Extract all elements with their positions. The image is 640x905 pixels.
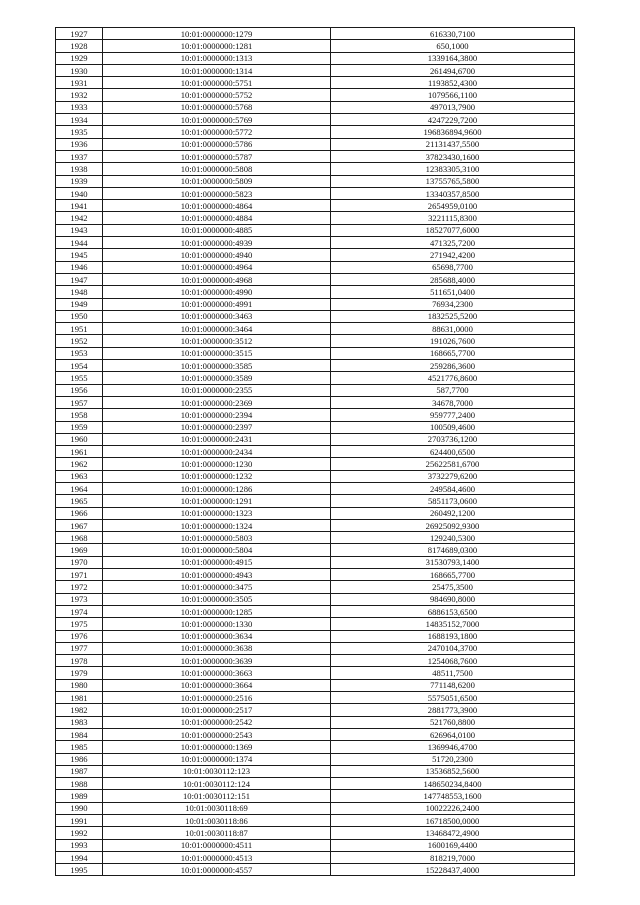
row-number-cell: 1981: [56, 692, 103, 704]
row-number-cell: 1933: [56, 101, 103, 113]
cadastral-number-cell: 10:01:0000000:2369: [103, 396, 331, 408]
row-number-cell: 1967: [56, 519, 103, 531]
cadastral-number-cell: 10:01:0000000:4968: [103, 273, 331, 285]
table-row: [56, 802, 575, 814]
area-value-cell: 1193852,4300: [331, 77, 575, 89]
row-number-cell: 1947: [56, 273, 103, 285]
row-number-cell: 1964: [56, 482, 103, 494]
row-number-cell: 1939: [56, 175, 103, 187]
area-value-cell: 16718500,0000: [331, 815, 575, 827]
table-row: [56, 642, 575, 654]
cadastral-number-cell: 10:01:0000000:1232: [103, 470, 331, 482]
table-row: [56, 212, 575, 224]
area-value-cell: 2654959,0100: [331, 200, 575, 212]
area-value-cell: 168665,7700: [331, 347, 575, 359]
area-value-cell: 260492,1200: [331, 507, 575, 519]
area-value-cell: 14835152,7000: [331, 618, 575, 630]
table-row: [56, 114, 575, 126]
cadastral-number-cell: 10:01:0000000:5768: [103, 101, 331, 113]
area-value-cell: 148650234,8400: [331, 778, 575, 790]
area-value-cell: 76934,2300: [331, 298, 575, 310]
row-number-cell: 1958: [56, 409, 103, 421]
area-value-cell: 2703736,1200: [331, 433, 575, 445]
row-number-cell: 1994: [56, 851, 103, 863]
cadastral-number-cell: 10:01:0000000:3664: [103, 679, 331, 691]
cadastral-number-cell: 10:01:0000000:2394: [103, 409, 331, 421]
table-row: [56, 667, 575, 679]
area-value-cell: 31530793,1400: [331, 556, 575, 568]
area-value-cell: 1600169,4400: [331, 839, 575, 851]
cadastral-number-cell: 10:01:0000000:2542: [103, 716, 331, 728]
row-number-cell: 1935: [56, 126, 103, 138]
table-row: [56, 200, 575, 212]
table-row: [56, 372, 575, 384]
table-row: [56, 679, 575, 691]
row-number-cell: 1962: [56, 458, 103, 470]
row-number-cell: 1992: [56, 827, 103, 839]
row-number-cell: 1976: [56, 630, 103, 642]
row-number-cell: 1956: [56, 384, 103, 396]
cadastral-number-cell: 10:01:0000000:1330: [103, 618, 331, 630]
cadastral-number-cell: 10:01:0030112:124: [103, 778, 331, 790]
area-value-cell: 12383305,3100: [331, 163, 575, 175]
table-row: [56, 569, 575, 581]
area-value-cell: 51720,2300: [331, 753, 575, 765]
table-row: [56, 433, 575, 445]
cadastral-number-cell: 10:01:0000000:5787: [103, 150, 331, 162]
table-row: [56, 716, 575, 728]
table-row: [56, 556, 575, 568]
cadastral-number-cell: 10:01:0000000:3505: [103, 593, 331, 605]
row-number-cell: 1979: [56, 667, 103, 679]
area-value-cell: 771148,6200: [331, 679, 575, 691]
cadastral-number-cell: 10:01:0000000:3638: [103, 642, 331, 654]
area-value-cell: 650,1000: [331, 40, 575, 52]
cadastral-number-cell: 10:01:0000000:1314: [103, 64, 331, 76]
table-row: [56, 851, 575, 863]
cadastral-table: [55, 27, 575, 876]
area-value-cell: 2470104,3700: [331, 642, 575, 654]
row-number-cell: 1984: [56, 728, 103, 740]
table-row: [56, 581, 575, 593]
cadastral-number-cell: 10:01:0000000:5803: [103, 532, 331, 544]
cadastral-number-cell: 10:01:0000000:1324: [103, 519, 331, 531]
area-value-cell: 21131437,5500: [331, 138, 575, 150]
cadastral-number-cell: 10:01:0000000:5769: [103, 114, 331, 126]
row-number-cell: 1973: [56, 593, 103, 605]
table-row: [56, 396, 575, 408]
row-number-cell: 1995: [56, 864, 103, 876]
table-row: [56, 323, 575, 335]
area-value-cell: 1688193,1800: [331, 630, 575, 642]
cadastral-number-cell: 10:01:0000000:4557: [103, 864, 331, 876]
table-row: [56, 470, 575, 482]
cadastral-number-cell: 10:01:0000000:4939: [103, 237, 331, 249]
row-number-cell: 1940: [56, 187, 103, 199]
cadastral-number-cell: 10:01:0000000:1291: [103, 495, 331, 507]
row-number-cell: 1969: [56, 544, 103, 556]
row-number-cell: 1944: [56, 237, 103, 249]
table-row: [56, 446, 575, 458]
cadastral-number-cell: 10:01:0000000:5751: [103, 77, 331, 89]
area-value-cell: 4247229,7200: [331, 114, 575, 126]
table-row: [56, 163, 575, 175]
row-number-cell: 1965: [56, 495, 103, 507]
area-value-cell: 13536852,5600: [331, 765, 575, 777]
area-value-cell: 587,7700: [331, 384, 575, 396]
table-row: [56, 728, 575, 740]
cadastral-number-cell: 10:01:0000000:3634: [103, 630, 331, 642]
row-number-cell: 1938: [56, 163, 103, 175]
area-value-cell: 48511,7500: [331, 667, 575, 679]
table-row: [56, 77, 575, 89]
cadastral-number-cell: 10:01:0000000:1281: [103, 40, 331, 52]
table-row: [56, 286, 575, 298]
cadastral-number-cell: 10:01:0000000:4991: [103, 298, 331, 310]
cadastral-number-cell: 10:01:0030118:87: [103, 827, 331, 839]
table-row: [56, 778, 575, 790]
table-row: [56, 261, 575, 273]
cadastral-number-cell: 10:01:0000000:4990: [103, 286, 331, 298]
table-row: [56, 249, 575, 261]
row-number-cell: 1946: [56, 261, 103, 273]
table-row: [56, 126, 575, 138]
row-number-cell: 1972: [56, 581, 103, 593]
row-number-cell: 1988: [56, 778, 103, 790]
table-row: [56, 458, 575, 470]
cadastral-number-cell: 10:01:0000000:1279: [103, 28, 331, 40]
row-number-cell: 1986: [56, 753, 103, 765]
row-number-cell: 1974: [56, 605, 103, 617]
cadastral-number-cell: 10:01:0000000:2543: [103, 728, 331, 740]
row-number-cell: 1987: [56, 765, 103, 777]
area-value-cell: 191026,7600: [331, 335, 575, 347]
row-number-cell: 1977: [56, 642, 103, 654]
table-row: [56, 605, 575, 617]
cadastral-number-cell: 10:01:0030118:86: [103, 815, 331, 827]
table-row: [56, 237, 575, 249]
row-number-cell: 1945: [56, 249, 103, 261]
row-number-cell: 1951: [56, 323, 103, 335]
area-value-cell: 13755765,5800: [331, 175, 575, 187]
area-value-cell: 249584,4600: [331, 482, 575, 494]
area-value-cell: 511651,0400: [331, 286, 575, 298]
cadastral-number-cell: 10:01:0000000:4943: [103, 569, 331, 581]
area-value-cell: 6886153,6500: [331, 605, 575, 617]
area-value-cell: 147748553,1600: [331, 790, 575, 802]
area-value-cell: 2881773,3900: [331, 704, 575, 716]
table-row: [56, 310, 575, 322]
table-row: [56, 101, 575, 113]
area-value-cell: 818219,7000: [331, 851, 575, 863]
row-number-cell: 1928: [56, 40, 103, 52]
area-value-cell: 497013,7900: [331, 101, 575, 113]
table-row: [56, 827, 575, 839]
area-value-cell: 626964,0100: [331, 728, 575, 740]
table-row: [56, 89, 575, 101]
table-row: [56, 150, 575, 162]
table-row: [56, 347, 575, 359]
table-row: [56, 532, 575, 544]
area-value-cell: 88631,0000: [331, 323, 575, 335]
table-row: [56, 507, 575, 519]
cadastral-number-cell: 10:01:0030112:151: [103, 790, 331, 802]
row-number-cell: 1983: [56, 716, 103, 728]
row-number-cell: 1963: [56, 470, 103, 482]
table-row: [56, 692, 575, 704]
cadastral-number-cell: 10:01:0000000:4513: [103, 851, 331, 863]
cadastral-number-cell: 10:01:0000000:4940: [103, 249, 331, 261]
area-value-cell: 25622581,6700: [331, 458, 575, 470]
table-row: [56, 52, 575, 64]
table-row: [56, 495, 575, 507]
table-row: [56, 40, 575, 52]
row-number-cell: 1959: [56, 421, 103, 433]
cadastral-number-cell: 10:01:0000000:2397: [103, 421, 331, 433]
area-value-cell: 26925092,9300: [331, 519, 575, 531]
area-value-cell: 259286,3600: [331, 360, 575, 372]
row-number-cell: 1960: [56, 433, 103, 445]
cadastral-number-cell: 10:01:0000000:2517: [103, 704, 331, 716]
row-number-cell: 1990: [56, 802, 103, 814]
area-value-cell: 168665,7700: [331, 569, 575, 581]
cadastral-number-cell: 10:01:0030118:69: [103, 802, 331, 814]
cadastral-number-cell: 10:01:0000000:5786: [103, 138, 331, 150]
cadastral-number-cell: 10:01:0000000:1369: [103, 741, 331, 753]
area-value-cell: 5575051,6500: [331, 692, 575, 704]
cadastral-number-cell: 10:01:0000000:1323: [103, 507, 331, 519]
table-row: [56, 28, 575, 40]
cadastral-number-cell: 10:01:0000000:5804: [103, 544, 331, 556]
area-value-cell: 18527077,6000: [331, 224, 575, 236]
area-value-cell: 4521776,8600: [331, 372, 575, 384]
cadastral-number-cell: 10:01:0000000:3464: [103, 323, 331, 335]
row-number-cell: 1975: [56, 618, 103, 630]
row-number-cell: 1957: [56, 396, 103, 408]
cadastral-number-cell: 10:01:0000000:5823: [103, 187, 331, 199]
cadastral-number-cell: 10:01:0000000:4964: [103, 261, 331, 273]
area-value-cell: 13340357,8500: [331, 187, 575, 199]
row-number-cell: 1954: [56, 360, 103, 372]
cadastral-number-cell: 10:01:0000000:5809: [103, 175, 331, 187]
table-row: [56, 765, 575, 777]
row-number-cell: 1989: [56, 790, 103, 802]
table-row: [56, 273, 575, 285]
area-value-cell: 34678,7000: [331, 396, 575, 408]
row-number-cell: 1931: [56, 77, 103, 89]
table-row: [56, 839, 575, 851]
area-value-cell: 521760,8800: [331, 716, 575, 728]
area-value-cell: 471325,7200: [331, 237, 575, 249]
cadastral-number-cell: 10:01:0030112:123: [103, 765, 331, 777]
cadastral-number-cell: 10:01:0000000:2434: [103, 446, 331, 458]
row-number-cell: 1953: [56, 347, 103, 359]
table-row: [56, 630, 575, 642]
cadastral-number-cell: 10:01:0000000:5752: [103, 89, 331, 101]
cadastral-number-cell: 10:01:0000000:4915: [103, 556, 331, 568]
table-row: [56, 64, 575, 76]
table-row: [56, 409, 575, 421]
row-number-cell: 1932: [56, 89, 103, 101]
table-row: [56, 593, 575, 605]
table-row: [56, 704, 575, 716]
row-number-cell: 1927: [56, 28, 103, 40]
cadastral-number-cell: 10:01:0000000:3589: [103, 372, 331, 384]
row-number-cell: 1982: [56, 704, 103, 716]
area-value-cell: 8174689,0300: [331, 544, 575, 556]
row-number-cell: 1955: [56, 372, 103, 384]
area-value-cell: 100509,4600: [331, 421, 575, 433]
table-row: [56, 482, 575, 494]
cadastral-number-cell: 10:01:0000000:1313: [103, 52, 331, 64]
table-row: [56, 224, 575, 236]
area-value-cell: 65698,7700: [331, 261, 575, 273]
area-value-cell: 3732279,6200: [331, 470, 575, 482]
table-row: [56, 175, 575, 187]
cadastral-number-cell: 10:01:0000000:3663: [103, 667, 331, 679]
area-value-cell: 37823430,1600: [331, 150, 575, 162]
area-value-cell: 285688,4000: [331, 273, 575, 285]
row-number-cell: 1949: [56, 298, 103, 310]
row-number-cell: 1952: [56, 335, 103, 347]
table-row: [56, 815, 575, 827]
row-number-cell: 1968: [56, 532, 103, 544]
cadastral-number-cell: 10:01:0000000:2516: [103, 692, 331, 704]
area-value-cell: 261494,6700: [331, 64, 575, 76]
area-value-cell: 271942,4200: [331, 249, 575, 261]
row-number-cell: 1937: [56, 150, 103, 162]
cadastral-number-cell: 10:01:0000000:3515: [103, 347, 331, 359]
cadastral-number-cell: 10:01:0000000:5808: [103, 163, 331, 175]
area-value-cell: 196836894,9600: [331, 126, 575, 138]
table-body: [56, 28, 575, 876]
table-row: [56, 335, 575, 347]
row-number-cell: 1934: [56, 114, 103, 126]
row-number-cell: 1943: [56, 224, 103, 236]
area-value-cell: 616330,7100: [331, 28, 575, 40]
table-row: [56, 790, 575, 802]
cadastral-number-cell: 10:01:0000000:4885: [103, 224, 331, 236]
table-row: [56, 655, 575, 667]
area-value-cell: 3221115,8300: [331, 212, 575, 224]
area-value-cell: 959777,2400: [331, 409, 575, 421]
row-number-cell: 1993: [56, 839, 103, 851]
cadastral-number-cell: 10:01:0000000:3585: [103, 360, 331, 372]
cadastral-number-cell: 10:01:0000000:4884: [103, 212, 331, 224]
cadastral-number-cell: 10:01:0000000:3512: [103, 335, 331, 347]
table-row: [56, 298, 575, 310]
area-value-cell: 1369946,4700: [331, 741, 575, 753]
row-number-cell: 1970: [56, 556, 103, 568]
area-value-cell: 129240,5300: [331, 532, 575, 544]
row-number-cell: 1929: [56, 52, 103, 64]
row-number-cell: 1978: [56, 655, 103, 667]
row-number-cell: 1948: [56, 286, 103, 298]
area-value-cell: 1079566,1100: [331, 89, 575, 101]
cadastral-number-cell: 10:01:0000000:1374: [103, 753, 331, 765]
table-row: [56, 519, 575, 531]
cadastral-number-cell: 10:01:0000000:4511: [103, 839, 331, 851]
row-number-cell: 1942: [56, 212, 103, 224]
area-value-cell: 10022226,2400: [331, 802, 575, 814]
table-row: [56, 187, 575, 199]
area-value-cell: 13468472,4900: [331, 827, 575, 839]
cadastral-number-cell: 10:01:0000000:2431: [103, 433, 331, 445]
area-value-cell: 15228437,4000: [331, 864, 575, 876]
area-value-cell: 5851173,0600: [331, 495, 575, 507]
row-number-cell: 1966: [56, 507, 103, 519]
row-number-cell: 1936: [56, 138, 103, 150]
row-number-cell: 1961: [56, 446, 103, 458]
row-number-cell: 1980: [56, 679, 103, 691]
table-row: [56, 864, 575, 876]
cadastral-number-cell: 10:01:0000000:5772: [103, 126, 331, 138]
row-number-cell: 1971: [56, 569, 103, 581]
area-value-cell: 624400,6500: [331, 446, 575, 458]
row-number-cell: 1950: [56, 310, 103, 322]
cadastral-number-cell: 10:01:0000000:3463: [103, 310, 331, 322]
cadastral-number-cell: 10:01:0000000:3475: [103, 581, 331, 593]
table-row: [56, 618, 575, 630]
area-value-cell: 1832525,5200: [331, 310, 575, 322]
cadastral-number-cell: 10:01:0000000:4864: [103, 200, 331, 212]
table-row: [56, 360, 575, 372]
table-row: [56, 544, 575, 556]
area-value-cell: 1339164,3800: [331, 52, 575, 64]
table-row: [56, 421, 575, 433]
table-row: [56, 384, 575, 396]
cadastral-number-cell: 10:01:0000000:1286: [103, 482, 331, 494]
table-row: [56, 741, 575, 753]
table-row: [56, 138, 575, 150]
table-row: [56, 753, 575, 765]
area-value-cell: 25475,3500: [331, 581, 575, 593]
area-value-cell: 1254068,7600: [331, 655, 575, 667]
cadastral-number-cell: 10:01:0000000:1230: [103, 458, 331, 470]
row-number-cell: 1985: [56, 741, 103, 753]
cadastral-number-cell: 10:01:0000000:1285: [103, 605, 331, 617]
cadastral-number-cell: 10:01:0000000:3639: [103, 655, 331, 667]
row-number-cell: 1941: [56, 200, 103, 212]
area-value-cell: 984690,8000: [331, 593, 575, 605]
row-number-cell: 1930: [56, 64, 103, 76]
row-number-cell: 1991: [56, 815, 103, 827]
cadastral-number-cell: 10:01:0000000:2355: [103, 384, 331, 396]
